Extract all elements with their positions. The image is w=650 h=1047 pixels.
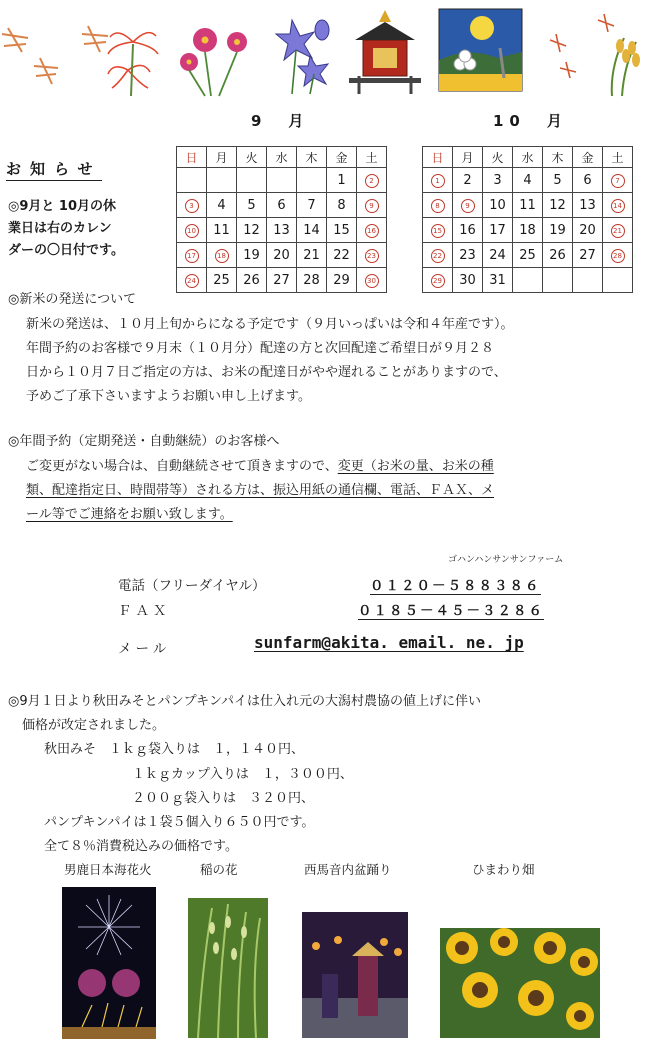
mikoshi-shrine-icon [345, 6, 425, 96]
calendar-day-number: 12 [243, 222, 260, 238]
calendar-day-cell [297, 268, 327, 293]
notice-title: お知らせ [6, 158, 102, 181]
calendar-day-number: 11 [213, 222, 230, 238]
annual-line2: 類、配達指定日、時間帯等）される方は、振込用紙の通信欄、電話、ＦＡＸ、メ [26, 483, 495, 498]
calendar-day-cell [603, 268, 633, 293]
calendar-day-number: 26 [549, 247, 566, 263]
calendar-holiday-cell [177, 193, 207, 218]
weekday-header: 金 [573, 147, 603, 168]
calendar-day-cell [237, 218, 267, 243]
calendar-day-cell [483, 243, 513, 268]
rice-body [26, 313, 514, 409]
bellflower-icon [270, 10, 340, 95]
calendar-day-number: 8 [337, 197, 346, 213]
calendar-day-number: 28 [611, 249, 625, 263]
red-spider-lily-icon [98, 22, 168, 97]
calendar-day-cell [237, 268, 267, 293]
calendar-day-cell [573, 243, 603, 268]
calendar-day-number: 29 [431, 274, 445, 288]
calendar-day-number: 11 [519, 197, 536, 213]
month-heading-october: 10 月 [493, 112, 568, 130]
calendar-day-number: 9 [461, 199, 475, 213]
calendar-september [176, 146, 387, 293]
notice-body [8, 196, 166, 262]
calendar-day-cell [513, 268, 543, 293]
calendar-day-number: 19 [549, 222, 566, 238]
moon-viewing-icon [438, 8, 523, 96]
calendar-day-number: 21 [303, 247, 320, 263]
calendar-day-number: 19 [243, 247, 260, 263]
calendar-day-cell [573, 193, 603, 218]
calendar-day-cell [297, 218, 327, 243]
calendar-day-cell [543, 243, 573, 268]
sunflower-field-photo [440, 928, 600, 1038]
calendar-day-cell [207, 218, 237, 243]
calendar-day-number: 25 [213, 272, 230, 288]
calendar-day-cell [267, 168, 297, 193]
calendar-day-cell [483, 193, 513, 218]
calendar-day-cell [267, 218, 297, 243]
calendar-day-number: 14 [303, 222, 320, 238]
cosmos-flowers-icon [175, 22, 255, 97]
bon-dance-photo [302, 912, 408, 1038]
rice-line: 年間予約のお客様で９月末（１０月分）配達の方と次回配達ご希望日が９月２８ [26, 341, 495, 356]
calendar-day-cell [297, 243, 327, 268]
calendar-day-cell [573, 218, 603, 243]
calendar-day-number: 29 [333, 272, 350, 288]
fax-label: ＦＡＸ [118, 603, 171, 619]
calendar-day-number: 23 [459, 247, 476, 263]
rice-line: 日から１０月７日ご指定の方は、お米の配達日がやや遅れることがありますので、 [26, 365, 507, 380]
calendar-day-number: 20 [579, 222, 596, 238]
calendar-day-cell [453, 218, 483, 243]
phone-label: 電話（フリーダイヤル） [118, 578, 266, 594]
price-line4: １ｋｇカップ入りは １，３００円、 [132, 767, 353, 782]
calendar-holiday-cell [423, 218, 453, 243]
calendar-day-number: 16 [365, 224, 379, 238]
calendar-day-number: 6 [277, 197, 286, 213]
phone-number: ０１２０－５８８３８６ [370, 574, 541, 595]
price-line2: 価格が改定されました。 [22, 718, 166, 733]
annual-heading: ◎年間予約（定期発送・自動継続）のお客様へ [8, 434, 280, 449]
calendar-holiday-cell [177, 268, 207, 293]
calendar-day-number: 25 [519, 247, 536, 263]
weekday-header: 水 [267, 147, 297, 168]
notice-line: ダーの〇日付です。 [8, 243, 124, 258]
calendar-day-number: 7 [611, 174, 625, 188]
calendar-day-cell [237, 193, 267, 218]
notice-line: ◎9月と 10月の休 [8, 199, 117, 214]
calendar-day-number: 30 [365, 274, 379, 288]
calendar-day-number: 17 [185, 249, 199, 263]
weekday-header: 火 [237, 147, 267, 168]
calendar-day-number: 9 [365, 199, 379, 213]
photo-caption-rice-flower: 稲の花 [200, 862, 238, 877]
calendar-holiday-cell [423, 243, 453, 268]
calendar-day-cell [267, 243, 297, 268]
calendar-day-number: 30 [459, 272, 476, 288]
calendar-day-cell [207, 268, 237, 293]
calendar-day-cell [267, 268, 297, 293]
calendar-day-number: 21 [611, 224, 625, 238]
weekday-header: 金 [327, 147, 357, 168]
calendar-day-cell [237, 243, 267, 268]
calendar-day-number: 16 [459, 222, 476, 238]
calendar-holiday-cell [207, 243, 237, 268]
weekday-header: 木 [543, 147, 573, 168]
calendar-day-number: 2 [463, 172, 472, 188]
calendar-day-number: 2 [365, 174, 379, 188]
calendar-holiday-cell [177, 218, 207, 243]
calendar-day-cell [237, 168, 267, 193]
annual-body [26, 455, 494, 527]
calendar-day-cell [513, 168, 543, 193]
price-line6: パンプキンパイは１袋５個入り６５０円です。 [44, 815, 315, 830]
price-line3: 秋田みそ １ｋｇ袋入りは １，１４０円、 [44, 742, 305, 757]
notice-line: 業日は右のカレン [8, 221, 112, 236]
calendar-day-number: 31 [489, 272, 506, 288]
weekday-header: 木 [297, 147, 327, 168]
calendar-day-cell [513, 243, 543, 268]
calendar-holiday-cell [603, 218, 633, 243]
calendar-day-cell [483, 168, 513, 193]
calendar-day-cell [543, 268, 573, 293]
email-link[interactable]: sunfarm@akita. email. ne. jp [254, 633, 524, 652]
weekday-header: 日 [423, 147, 453, 168]
calendar-day-number: 3 [185, 199, 199, 213]
calendar-day-number: 27 [273, 272, 290, 288]
annual-line1-plain: ご変更がない場合は、自動継続させて頂きますので、 [26, 459, 338, 474]
price-line1: ◎9月１日より秋田みそとパンプキンパイは仕入れ元の大潟村農協の値上げに伴い [8, 694, 482, 709]
calendar-day-cell [297, 193, 327, 218]
month-heading-september: 9 月 [251, 112, 310, 130]
calendar-day-cell [483, 268, 513, 293]
calendar-day-number: 1 [431, 174, 445, 188]
calendar-day-number: 15 [333, 222, 350, 238]
weekday-header: 月 [207, 147, 237, 168]
calendar-day-cell [267, 193, 297, 218]
calendar-day-number: 10 [185, 224, 199, 238]
calendar-day-number: 22 [333, 247, 350, 263]
calendar-day-number: 5 [553, 172, 562, 188]
price-line5: ２００ｇ袋入りは ３２０円、 [132, 791, 315, 806]
weekday-header: 火 [483, 147, 513, 168]
calendar-day-cell [573, 268, 603, 293]
rice-ears-dragonflies-icon [540, 8, 650, 98]
calendar-day-number: 20 [273, 247, 290, 263]
photo-caption-bon-dance: 西馬音内盆踊り [304, 862, 392, 877]
calendar-day-cell [327, 218, 357, 243]
calendar-day-number: 24 [489, 247, 506, 263]
weekday-header: 土 [357, 147, 387, 168]
calendar-october [422, 146, 633, 293]
calendar-holiday-cell [423, 193, 453, 218]
calendar-holiday-cell [453, 193, 483, 218]
calendar-day-cell [453, 243, 483, 268]
calendar-day-number: 5 [247, 197, 256, 213]
calendar-holiday-cell [357, 243, 387, 268]
calendar-day-cell [483, 218, 513, 243]
weekday-header: 月 [453, 147, 483, 168]
calendar-day-number: 23 [365, 249, 379, 263]
calendar-holiday-cell [357, 193, 387, 218]
calendar-day-cell [177, 168, 207, 193]
annual-line1-underlined: 変更（お米の量、お米の種 [337, 459, 494, 474]
annual-line3: ール等でご連絡をお願い致します。 [26, 507, 233, 522]
calendar-day-cell [327, 168, 357, 193]
calendar-day-number: 4 [217, 197, 226, 213]
calendar-day-cell [573, 168, 603, 193]
calendar-day-cell [543, 168, 573, 193]
weekday-header: 土 [603, 147, 633, 168]
calendar-day-number: 8 [431, 199, 445, 213]
calendar-day-number: 3 [493, 172, 502, 188]
price-line7: 全て８％消費税込みの価格です。 [44, 839, 238, 854]
rice-flower-photo [188, 898, 268, 1038]
calendar-day-cell [543, 218, 573, 243]
calendar-day-cell [207, 193, 237, 218]
rice-line: 予めご了承下さいますようお願い申し上げます。 [26, 389, 311, 404]
rice-line: 新米の発送は、１０月上旬からになる予定です（９月いっぱいは令和４年産です）。 [26, 317, 514, 332]
calendar-day-cell [543, 193, 573, 218]
company-kana: ゴハンハンサンサンファーム [448, 555, 564, 565]
calendar-day-number: 27 [579, 247, 596, 263]
calendar-day-number: 7 [307, 197, 316, 213]
calendar-day-number: 24 [185, 274, 199, 288]
calendar-day-number: 12 [549, 197, 566, 213]
calendar-day-cell [453, 168, 483, 193]
calendar-day-number: 13 [273, 222, 290, 238]
calendar-holiday-cell [357, 218, 387, 243]
calendar-day-cell [513, 193, 543, 218]
calendar-day-cell [513, 218, 543, 243]
calendar-day-number: 15 [431, 224, 445, 238]
fireworks-photo [62, 887, 156, 1039]
calendar-day-number: 26 [243, 272, 260, 288]
calendar-day-number: 4 [523, 172, 532, 188]
calendar-day-number: 17 [489, 222, 506, 238]
fax-number: ０１８５－４５－３２８６ [358, 599, 544, 620]
calendar-holiday-cell [423, 168, 453, 193]
calendar-day-cell [453, 268, 483, 293]
calendar-holiday-cell [603, 168, 633, 193]
calendar-holiday-cell [357, 268, 387, 293]
photo-caption-fireworks: 男鹿日本海花火 [64, 862, 152, 877]
calendar-day-cell [327, 243, 357, 268]
photo-caption-sunflower: ひまわり畑 [472, 862, 535, 877]
calendar-day-number: 10 [489, 197, 506, 213]
weekday-header: 日 [177, 147, 207, 168]
calendar-day-number: 13 [579, 197, 596, 213]
calendar-day-cell [297, 168, 327, 193]
calendar-holiday-cell [177, 243, 207, 268]
calendar-day-number: 6 [583, 172, 592, 188]
calendar-holiday-cell [357, 168, 387, 193]
calendar-holiday-cell [423, 268, 453, 293]
calendar-day-number: 18 [519, 222, 536, 238]
calendar-holiday-cell [603, 193, 633, 218]
calendar-day-cell [207, 168, 237, 193]
weekday-header: 水 [513, 147, 543, 168]
calendar-day-number: 1 [337, 172, 346, 188]
calendar-day-cell [327, 193, 357, 218]
calendar-day-number: 22 [431, 249, 445, 263]
calendar-holiday-cell [603, 243, 633, 268]
mail-label: メール [118, 641, 171, 657]
calendar-day-number: 18 [215, 249, 229, 263]
calendar-day-number: 14 [611, 199, 625, 213]
rice-heading: ◎新米の発送について [8, 292, 137, 307]
calendar-day-number: 28 [303, 272, 320, 288]
calendar-day-cell [327, 268, 357, 293]
